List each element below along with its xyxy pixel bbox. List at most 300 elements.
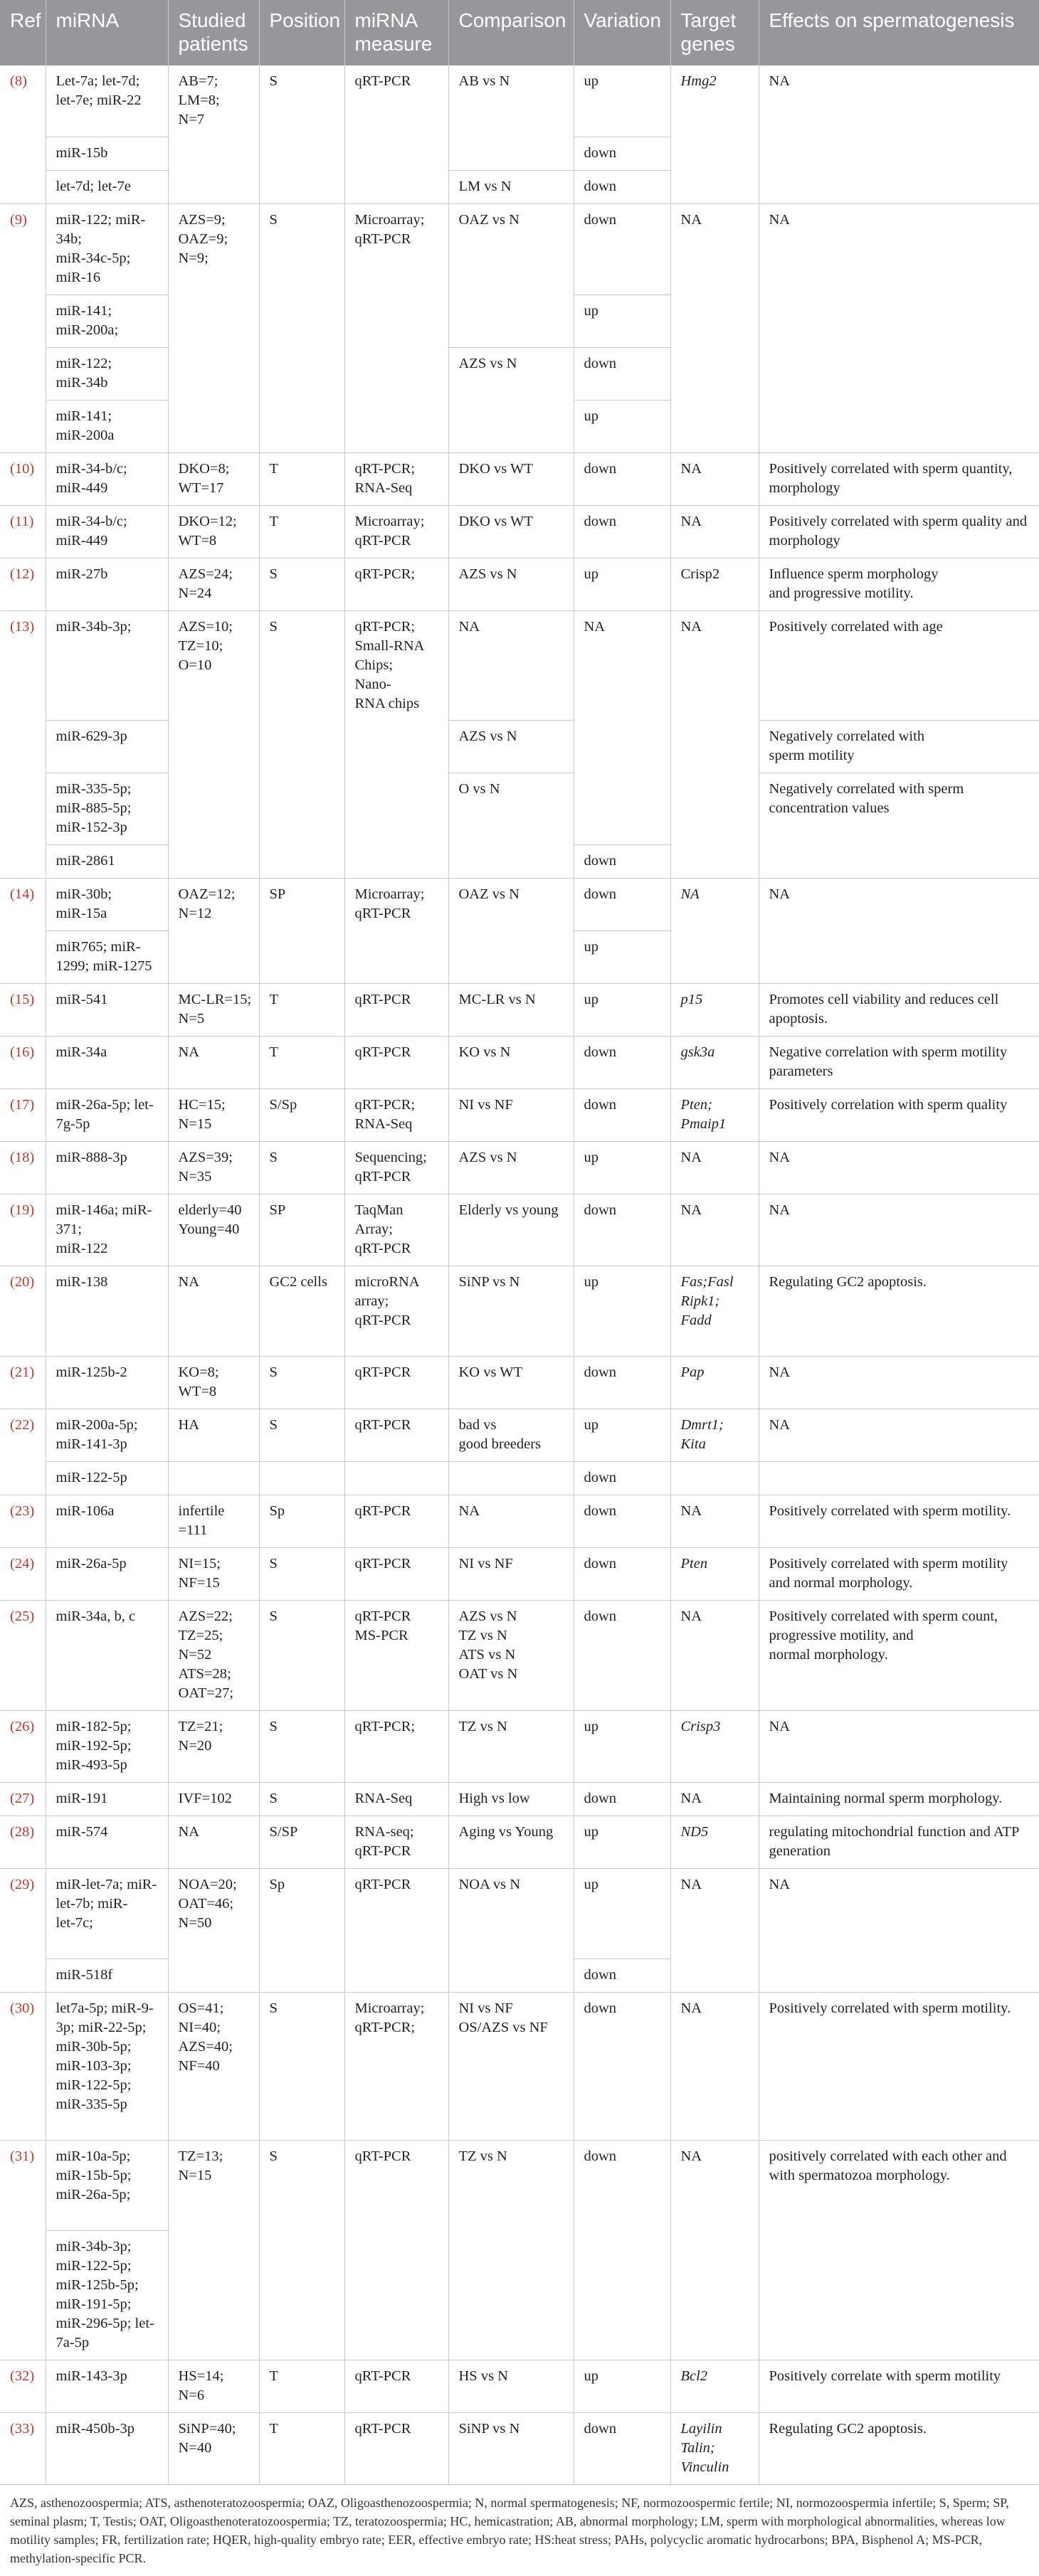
- cell-position: [259, 1462, 344, 1495]
- cell-target-genes: NA: [670, 1142, 759, 1194]
- cell-position: T: [259, 984, 344, 1037]
- cell-ref: (19): [0, 1194, 46, 1266]
- cell-ref: (30): [0, 1993, 46, 2141]
- cell-measure: [344, 845, 448, 879]
- table-row: [0, 1462, 1039, 1495]
- cell-ref: (9): [0, 203, 46, 295]
- cell-variation: down: [574, 452, 670, 505]
- cell-mirna: miR-191: [46, 1783, 168, 1816]
- cell-target-genes: NA: [670, 610, 759, 721]
- cell-ref: (13): [0, 610, 46, 721]
- cell-effects: Negative correlation with sperm motility parameters: [759, 1037, 1039, 1089]
- cell-target-genes: Fas;Fasl Ripk1; Fadd: [670, 1266, 759, 1357]
- cell-comparison: SiNP vs N: [448, 2413, 574, 2485]
- cell-target-genes: NA: [670, 505, 759, 558]
- cell-effects: [759, 170, 1039, 203]
- cell-target-genes: [670, 721, 759, 773]
- table-row: [0, 610, 1039, 721]
- cell-effects: Positively correlated with sperm quantity, morphology: [759, 452, 1039, 505]
- cell-position: [259, 2231, 344, 2360]
- table-row: [0, 1548, 1039, 1601]
- table-row: [0, 170, 1039, 203]
- cell-comparison: LM vs N: [448, 170, 574, 203]
- cell-target-genes: NA: [670, 1194, 759, 1266]
- cell-measure: qRT-PCR: [344, 2413, 448, 2485]
- cell-variation: up: [574, 400, 670, 452]
- table-row: [0, 2141, 1039, 2231]
- cell-ref: (33): [0, 2413, 46, 2485]
- cell-comparison: TZ vs N: [448, 2141, 574, 2231]
- cell-target-genes: ND5: [670, 1816, 759, 1869]
- cell-comparison: Elderly vs young: [448, 1194, 574, 1266]
- cell-measure: qRT-PCR: [344, 2141, 448, 2231]
- cell-measure: [344, 773, 448, 845]
- cell-position: [259, 400, 344, 452]
- cell-ref: [0, 170, 46, 203]
- cell-variation: [574, 2231, 670, 2360]
- cell-variation: [574, 721, 670, 773]
- cell-measure: qRT-PCR: [344, 1548, 448, 1601]
- cell-position: [259, 137, 344, 170]
- col-position: Position: [259, 0, 344, 65]
- cell-effects: Positively correlated with sperm motility.: [759, 1993, 1039, 2141]
- cell-measure: qRT-PCR: [344, 2360, 448, 2413]
- cell-variation: down: [574, 1089, 670, 1142]
- cell-variation: up: [574, 1266, 670, 1357]
- cell-position: S: [259, 203, 344, 295]
- cell-position: S: [259, 1783, 344, 1816]
- cell-mirna: miR-141; miR-200a: [46, 400, 168, 452]
- cell-variation: down: [574, 1495, 670, 1548]
- cell-mirna: miR-518f: [46, 1959, 168, 1993]
- cell-target-genes: Pap: [670, 1357, 759, 1409]
- table-row: [0, 721, 1039, 773]
- cell-variation: down: [574, 1037, 670, 1089]
- cell-comparison: MC-LR vs N: [448, 984, 574, 1037]
- cell-studied-patients: AB=7; LM=8; N=7: [168, 65, 259, 137]
- table-row: [0, 65, 1039, 137]
- table-row: [0, 773, 1039, 845]
- cell-ref: (20): [0, 1266, 46, 1357]
- cell-target-genes: Pten: [670, 1548, 759, 1601]
- cell-variation: down: [574, 505, 670, 558]
- cell-comparison: KO vs N: [448, 1037, 574, 1089]
- cell-target-genes: Pten; Pmaip1: [670, 1089, 759, 1142]
- cell-ref: (11): [0, 505, 46, 558]
- cell-studied-patients: TZ=21; N=20: [168, 1711, 259, 1783]
- table-row: [0, 1142, 1039, 1194]
- cell-effects: Maintaining normal sperm morphology.: [759, 1783, 1039, 1816]
- cell-variation: down: [574, 203, 670, 295]
- col-studied-patients: Studied patients: [168, 0, 259, 65]
- cell-comparison: DKO vs WT: [448, 505, 574, 558]
- cell-effects: NA: [769, 1877, 791, 1892]
- cell-target-genes: [670, 931, 759, 984]
- cell-ref: (27): [0, 1783, 46, 1816]
- cell-measure: [344, 1959, 448, 1993]
- table-row: [0, 1959, 1039, 1993]
- cell-target-genes: NA: [670, 1993, 759, 2141]
- cell-measure: [344, 137, 448, 170]
- cell-mirna: miR-335-5p; miR-885-5p; miR-152-3p: [46, 773, 168, 845]
- cell-variation: up: [574, 1711, 670, 1783]
- cell-effects: [759, 931, 1039, 984]
- cell-mirna: miR-34b-3p;: [46, 610, 168, 721]
- cell-position: Sp: [259, 1495, 344, 1548]
- cell-position: S: [259, 1993, 344, 2141]
- table-row: [0, 1993, 1039, 2141]
- cell-mirna: miR-122; miR-34b; miR-34c-5p; miR-16: [46, 203, 168, 295]
- cell-effects: [759, 295, 1039, 347]
- table-row: [0, 1783, 1039, 1816]
- cell-comparison: AZS vs N TZ vs N ATS vs N OAT vs N: [448, 1601, 574, 1711]
- cell-position: [259, 295, 344, 347]
- cell-mirna: miR-2861: [46, 845, 168, 879]
- cell-measure: Microarray; qRT-PCR: [344, 879, 448, 931]
- col-mirna-measure: miRNA measure: [344, 0, 448, 65]
- cell-variation: down: [574, 170, 670, 203]
- cell-position: T: [259, 2413, 344, 2485]
- cell-measure: TaqMan Array; qRT-PCR: [344, 1194, 448, 1266]
- cell-variation: up: [574, 558, 670, 610]
- cell-comparison: TZ vs N: [448, 1711, 574, 1783]
- cell-target-genes: NA: [670, 1601, 759, 1711]
- cell-variation: up: [574, 2360, 670, 2413]
- cell-target-genes: [670, 1959, 759, 1993]
- cell-comparison: AZS vs N: [448, 558, 574, 610]
- cell-comparison: HS vs N: [448, 2360, 574, 2413]
- cell-studied-patients: AZS=24; N=24: [168, 558, 259, 610]
- cell-mirna: miR-10a-5p; miR-15b-5p; miR-26a-5p;: [46, 2141, 168, 2231]
- cell-measure: [344, 1462, 448, 1495]
- cell-effects: NA: [769, 211, 791, 228]
- cell-mirna: miR-27b: [46, 558, 168, 610]
- cell-variation: down: [574, 1783, 670, 1816]
- cell-position: S/SP: [259, 1816, 344, 1869]
- cell-studied-patients: NA: [168, 1816, 259, 1869]
- cell-effects: NA: [759, 1142, 1039, 1194]
- cell-target-genes: [670, 1462, 759, 1495]
- cell-studied-patients: MC-LR=15; N=5: [168, 984, 259, 1037]
- abbreviations-footnote: AZS, asthenozoospermia; ATS, asthenoteratozoospermia; OAZ, Oligoasthenozoospermia; N, normal spermatogenesis; NF, normozoospermic fertile; NI, normozoospermia infertile; S, Sperm; SP, seminal plasm; T, Testis; OAT, Oligoasthenoteratozoospermia; TZ, teratozoospermia; HC, hemicastration; AB, abnormal morphology; LM, sperm with morphological abnormalities, whereas low motility samples; FR, fertilization rate; HQER, high-quality embryo rate; EER, effective embryo rate; HS:heat stress; PAHs, polycyclic aromatic hydrocarbons; BPA, Bisphenol A; MS-PCR, methylation-specific PCR.: [10, 2496, 1009, 2565]
- cell-target-genes: NA: [670, 1869, 759, 1959]
- cell-comparison: NI vs NF: [448, 1548, 574, 1601]
- cell-variation: up: [574, 1869, 670, 1959]
- col-variation: Variation: [574, 0, 670, 65]
- cell-measure: [344, 931, 448, 984]
- cell-studied-patients: AZS=9; OAZ=9; N=9;: [168, 203, 259, 295]
- table-row: [0, 400, 1039, 452]
- cell-mirna: miR-629-3p: [46, 721, 168, 773]
- cell-target-genes: NA: [670, 2141, 759, 2231]
- cell-ref: (32): [0, 2360, 46, 2413]
- table-row: [0, 984, 1039, 1037]
- cell-target-genes: NA: [670, 452, 759, 505]
- cell-variation: down: [574, 2413, 670, 2485]
- cell-measure: [344, 347, 448, 400]
- cell-studied-patients: [168, 721, 259, 773]
- cell-target-genes: Layilin Talin; Vinculin: [670, 2413, 759, 2485]
- cell-studied-patients: IVF=102: [168, 1783, 259, 1816]
- table-row: [0, 931, 1039, 984]
- cell-comparison: [448, 2231, 574, 2360]
- cell-measure: microRNA array; qRT-PCR: [344, 1266, 448, 1357]
- cell-mirna: miR-143-3p: [46, 2360, 168, 2413]
- cell-measure: qRT-PCR: [344, 1357, 448, 1409]
- cell-target-genes: NA: [670, 1495, 759, 1548]
- cell-studied-patients: [168, 931, 259, 984]
- cell-comparison: [448, 137, 574, 170]
- cell-variation: up: [574, 65, 670, 137]
- cell-comparison: O vs N: [448, 773, 574, 845]
- cell-position: GC2 cells: [259, 1266, 344, 1357]
- table-row: [0, 558, 1039, 610]
- cell-effects: [759, 137, 1039, 170]
- cell-measure: RNA-Seq: [344, 1783, 448, 1816]
- cell-studied-patients: elderly=40 Young=40: [168, 1194, 259, 1266]
- table-row: [0, 203, 1039, 295]
- cell-effects: [759, 1462, 1039, 1495]
- cell-effects: Regulating GC2 apoptosis.: [759, 2413, 1039, 2485]
- cell-target-genes: [670, 400, 759, 452]
- table-row: [0, 1266, 1039, 1357]
- cell-target-genes: [670, 295, 759, 347]
- cell-comparison: AZS vs N: [448, 1142, 574, 1194]
- cell-mirna: miR-26a-5p: [46, 1548, 168, 1601]
- cell-position: [259, 170, 344, 203]
- cell-comparison: [448, 1462, 574, 1495]
- cell-measure: qRT-PCR: [344, 65, 448, 137]
- cell-studied-patients: [168, 400, 259, 452]
- cell-variation: down: [574, 1548, 670, 1601]
- cell-ref: (8): [0, 65, 46, 137]
- cell-measure: qRT-PCR: [344, 984, 448, 1037]
- cell-mirna: miR-125b-2: [46, 1357, 168, 1409]
- cell-effects: NA: [759, 1357, 1039, 1409]
- cell-measure: qRT-PCR; RNA-Seq: [344, 1089, 448, 1142]
- cell-comparison: OAZ vs N: [448, 879, 574, 931]
- cell-studied-patients: AZS=10; TZ=10; O=10: [168, 610, 259, 721]
- cell-effects: Positively correlated with sperm count, progressive motility, and normal morphology.: [759, 1601, 1039, 1711]
- cell-effects: [759, 400, 1039, 452]
- table-row: [0, 137, 1039, 170]
- cell-position: S: [259, 1548, 344, 1601]
- cell-variation: up: [574, 931, 670, 984]
- table-row: [0, 1495, 1039, 1548]
- cell-position: Sp: [259, 1869, 344, 1959]
- cell-comparison: NI vs NF: [448, 1089, 574, 1142]
- cell-ref: (12): [0, 558, 46, 610]
- cell-target-genes: [670, 137, 759, 170]
- cell-comparison: NOA vs N: [448, 1869, 574, 1959]
- cell-position: S: [259, 65, 344, 137]
- cell-measure: qRT-PCR;: [344, 558, 448, 610]
- cell-effects: Negatively correlated with sperm concentration values: [769, 781, 964, 816]
- cell-studied-patients: [168, 347, 259, 400]
- cell-mirna: miR-122-5p: [46, 1462, 168, 1495]
- cell-effects: Positively correlate with sperm motility: [759, 2360, 1039, 2413]
- cell-mirna: miR-15b: [46, 137, 168, 170]
- col-comparison: Comparison: [448, 0, 574, 65]
- cell-comparison: Aging vs Young: [448, 1816, 574, 1869]
- cell-comparison: [448, 400, 574, 452]
- cell-position: [259, 931, 344, 984]
- cell-comparison: [448, 845, 574, 879]
- cell-ref: [0, 1959, 46, 1993]
- cell-measure: qRT-PCR: [344, 1495, 448, 1548]
- cell-comparison: [448, 1959, 574, 1993]
- cell-ref: (15): [0, 984, 46, 1037]
- cell-target-genes: NA: [670, 1783, 759, 1816]
- cell-effects: Positively correlation with sperm quality: [759, 1089, 1039, 1142]
- cell-measure: [344, 721, 448, 773]
- cell-effects: Regulating GC2 apoptosis.: [759, 1266, 1039, 1357]
- cell-mirna: miR-888-3p: [46, 1142, 168, 1194]
- cell-target-genes: NA: [670, 203, 759, 295]
- cell-target-genes: [670, 170, 759, 203]
- cell-studied-patients: [168, 2231, 259, 2360]
- cell-variation: down: [574, 879, 670, 931]
- cell-mirna: miR-26a-5p; let-7g-5p: [46, 1089, 168, 1142]
- cell-mirna: miR-541: [46, 984, 168, 1037]
- cell-studied-patients: [168, 845, 259, 879]
- cell-effects: NA: [769, 73, 791, 89]
- table-row: [0, 295, 1039, 347]
- cell-mirna: let7a-5p; miR-9-3p; miR-22-5p; miR-30b-5p; miR-103-3p; miR-122-5p; miR-335-5p: [46, 1993, 168, 2141]
- cell-effects: NA: [769, 886, 791, 902]
- cell-ref: (26): [0, 1711, 46, 1783]
- cell-measure: qRT-PCR: [344, 1869, 448, 1959]
- cell-studied-patients: HA: [168, 1409, 259, 1462]
- table-row: [0, 2231, 1039, 2360]
- cell-target-genes: NA: [670, 879, 759, 931]
- cell-position: S: [259, 1409, 344, 1462]
- cell-mirna: miR-138: [46, 1266, 168, 1357]
- cell-measure: Microarray; qRT-PCR;: [344, 1993, 448, 2141]
- cell-ref: [0, 721, 46, 773]
- cell-comparison: NI vs NF OS/AZS vs NF: [448, 1993, 574, 2141]
- table-row: [0, 1357, 1039, 1409]
- cell-variation: NA: [574, 610, 670, 721]
- table-row: [0, 1194, 1039, 1266]
- cell-comparison: SiNP vs N: [448, 1266, 574, 1357]
- cell-effects: NA: [759, 1194, 1039, 1266]
- cell-position: S: [259, 1711, 344, 1783]
- cell-studied-patients: [168, 295, 259, 347]
- cell-studied-patients: DKO=12; WT=8: [168, 505, 259, 558]
- cell-mirna: miR-34a, b, c: [46, 1601, 168, 1711]
- cell-target-genes: Bcl2: [670, 2360, 759, 2413]
- cell-mirna: miR-141; miR-200a;: [46, 295, 168, 347]
- cell-target-genes: Dmrt1; Kita: [670, 1409, 759, 1462]
- cell-position: [259, 773, 344, 845]
- cell-ref: (22): [0, 1409, 46, 1462]
- cell-target-genes: gsk3a: [670, 1037, 759, 1089]
- cell-studied-patients: [168, 1462, 259, 1495]
- cell-position: SP: [259, 1194, 344, 1266]
- cell-position: T: [259, 2360, 344, 2413]
- cell-comparison: AZS vs N: [448, 347, 574, 400]
- cell-target-genes: Crisp3: [670, 1711, 759, 1783]
- cell-measure: qRT-PCR; Small-RNA Chips; Nano- RNA chips: [344, 610, 448, 721]
- cell-measure: [344, 2231, 448, 2360]
- cell-mirna: miR765; miR-1299; miR-1275: [46, 931, 168, 984]
- cell-effects: Influence sperm morphology and progressive motility.: [759, 558, 1039, 610]
- cell-comparison: AB vs N: [448, 65, 574, 137]
- cell-position: S: [259, 1142, 344, 1194]
- cell-studied-patients: [168, 1959, 259, 1993]
- cell-ref: [0, 400, 46, 452]
- cell-studied-patients: AZS=39; N=35: [168, 1142, 259, 1194]
- cell-mirna: miR-182-5p; miR-192-5p; miR-493-5p: [46, 1711, 168, 1783]
- table-row: [0, 879, 1039, 931]
- cell-measure: qRT-PCR: [344, 1409, 448, 1462]
- cell-mirna: miR-106a: [46, 1495, 168, 1548]
- cell-studied-patients: AZS=22; TZ=25; N=52 ATS=28; OAT=27;: [168, 1601, 259, 1711]
- cell-variation: down: [574, 1462, 670, 1495]
- cell-studied-patients: TZ=13; N=15: [168, 2141, 259, 2231]
- cell-ref: (17): [0, 1089, 46, 1142]
- cell-ref: [0, 295, 46, 347]
- cell-studied-patients: NA: [168, 1037, 259, 1089]
- cell-variation: down: [574, 347, 670, 400]
- cell-variation: up: [574, 984, 670, 1037]
- cell-mirna: miR-574: [46, 1816, 168, 1869]
- cell-position: [259, 347, 344, 400]
- cell-measure: qRT-PCR;: [344, 1711, 448, 1783]
- cell-ref: (25): [0, 1601, 46, 1711]
- cell-mirna: miR-122; miR-34b: [46, 347, 168, 400]
- table-row: [0, 347, 1039, 400]
- cell-position: S: [259, 610, 344, 721]
- cell-studied-patients: NOA=20; OAT=46; N=50: [168, 1869, 259, 1959]
- cell-ref: [0, 773, 46, 845]
- col-effects: Effects on spermatogenesis: [759, 0, 1039, 65]
- cell-variation: down: [574, 1357, 670, 1409]
- cell-position: [259, 845, 344, 879]
- cell-ref: (28): [0, 1816, 46, 1869]
- cell-measure: qRT-PCR MS-PCR: [344, 1601, 448, 1711]
- cell-studied-patients: [168, 773, 259, 845]
- cell-variation: [574, 773, 670, 845]
- cell-comparison: NA: [448, 1495, 574, 1548]
- cell-effects: Positively correlated with sperm quality and morphology: [759, 505, 1039, 558]
- table-row: [0, 2360, 1039, 2413]
- cell-mirna: let-7d; let-7e: [46, 170, 168, 203]
- cell-variation: down: [574, 1993, 670, 2141]
- cell-position: [259, 721, 344, 773]
- cell-target-genes: [670, 773, 759, 845]
- cell-effects: Negatively correlated with sperm motility: [759, 721, 1039, 773]
- cell-studied-patients: [168, 170, 259, 203]
- cell-ref: (23): [0, 1495, 46, 1548]
- cell-studied-patients: OS=41; NI=40; AZS=40; NF=40: [168, 1993, 259, 2141]
- cell-mirna: miR-30b; miR-15a: [46, 879, 168, 931]
- cell-target-genes: [670, 2231, 759, 2360]
- cell-ref: (29): [0, 1869, 46, 1959]
- cell-mirna: miR-34a: [46, 1037, 168, 1089]
- cell-position: SP: [259, 879, 344, 931]
- cell-studied-patients: NA: [168, 1266, 259, 1357]
- cell-mirna: miR-450b-3p: [46, 2413, 168, 2485]
- cell-studied-patients: KO=8; WT=8: [168, 1357, 259, 1409]
- cell-measure: qRT-PCR; RNA-Seq: [344, 452, 448, 505]
- cell-studied-patients: [168, 137, 259, 170]
- cell-variation: up: [574, 295, 670, 347]
- table-row: [0, 505, 1039, 558]
- cell-target-genes: Crisp2: [670, 558, 759, 610]
- cell-mirna: miR-34b-3p; miR-122-5p; miR-125b-5p; miR-191-5p; miR-296-5p; let- 7a-5p: [46, 2231, 168, 2360]
